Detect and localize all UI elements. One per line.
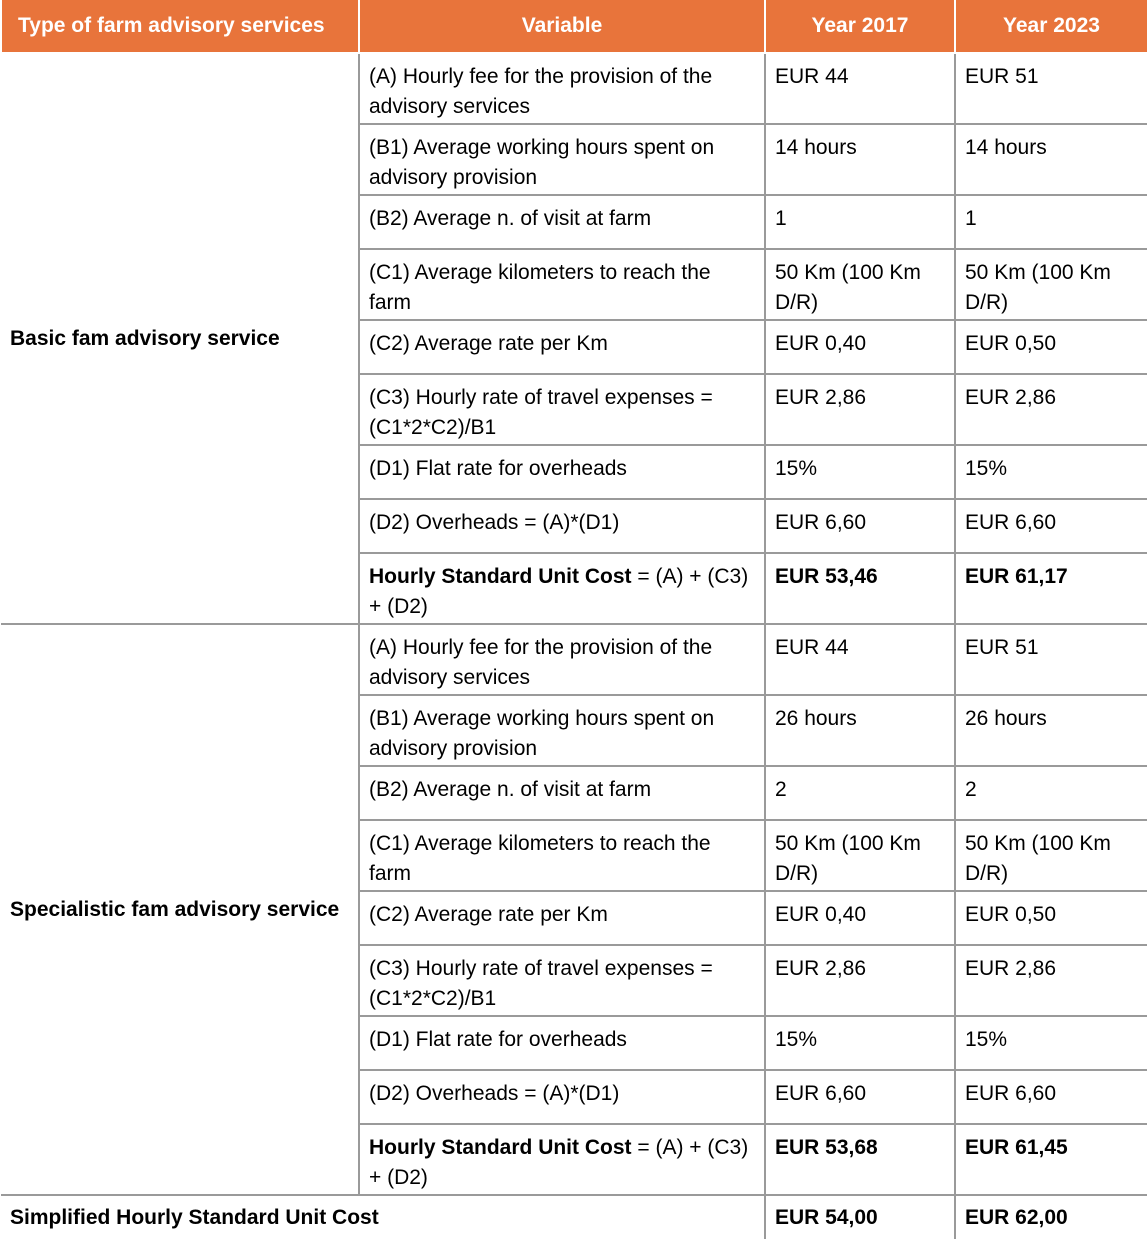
value-2023-cell: EUR 2,86: [955, 374, 1147, 445]
value-2023-cell: 2: [955, 766, 1147, 820]
value-2023-cell: 14 hours: [955, 124, 1147, 195]
value-2023-cell: 26 hours: [955, 695, 1147, 766]
unit-cost-label: Hourly Standard Unit Cost: [369, 565, 632, 588]
variable-cell: [359, 1124, 765, 1195]
value-2017-cell: EUR 2,86: [765, 374, 955, 445]
value-2017-cell: 15%: [765, 445, 955, 499]
value-2017-cell: EUR 53,46: [765, 553, 955, 624]
value-2023-cell: EUR 61,17: [955, 553, 1147, 624]
value-2023-cell: 50 Km (100 Km D/R): [955, 249, 1147, 320]
variable-cell: (B2) Average n. of visit at farm: [359, 195, 765, 249]
value-2017-cell: EUR 0,40: [765, 891, 955, 945]
unit-cost-formula: = (A) + (C3) + (D2): [369, 565, 749, 618]
group-label-basic: Basic fam advisory service: [1, 53, 359, 624]
variable-cell: (D1) Flat rate for overheads: [359, 445, 765, 499]
value-2017-cell: EUR 53,68: [765, 1124, 955, 1195]
value-2023-cell: EUR 51: [955, 53, 1147, 124]
final-label: Simplified Hourly Standard Unit Cost: [1, 1195, 765, 1239]
variable-cell: (A) Hourly fee for the provision of the advisory services: [359, 624, 765, 695]
header-row: [1, 0, 1147, 53]
variable-cell: (D2) Overheads = (A)*(D1): [359, 1070, 765, 1124]
value-2023-cell: EUR 61,45: [955, 1124, 1147, 1195]
value-2023-cell: 15%: [955, 1016, 1147, 1070]
group-label-specialistic: Specialistic fam advisory service: [1, 624, 359, 1195]
value-2023-cell: EUR 6,60: [955, 499, 1147, 553]
value-2017-cell: EUR 6,60: [765, 499, 955, 553]
variable-cell: (C3) Hourly rate of travel expenses = (C1*2*C2)/B1: [359, 374, 765, 445]
value-2017-cell: 2: [765, 766, 955, 820]
unit-cost-label: Hourly Standard Unit Cost: [369, 1136, 632, 1159]
value-2017-cell: 15%: [765, 1016, 955, 1070]
final-row: [1, 1195, 1147, 1239]
value-2017-cell: 26 hours: [765, 695, 955, 766]
value-2017-cell: EUR 44: [765, 53, 955, 124]
table-row: [1, 624, 1147, 695]
variable-cell: (D1) Flat rate for overheads: [359, 1016, 765, 1070]
header-type: Type of farm advisory services: [1, 0, 359, 53]
variable-cell: [359, 553, 765, 624]
value-2023-cell: EUR 2,86: [955, 945, 1147, 1016]
header-year-2023: Year 2023: [955, 0, 1147, 53]
value-2023-cell: 1: [955, 195, 1147, 249]
table-row: [1, 53, 1147, 124]
variable-cell: (A) Hourly fee for the provision of the advisory services: [359, 53, 765, 124]
value-2017-cell: EUR 0,40: [765, 320, 955, 374]
variable-cell: (C1) Average kilometers to reach the farm: [359, 249, 765, 320]
value-2023-cell: 15%: [955, 445, 1147, 499]
final-value-2023: EUR 62,00: [955, 1195, 1147, 1239]
value-2017-cell: EUR 6,60: [765, 1070, 955, 1124]
value-2017-cell: 50 Km (100 Km D/R): [765, 820, 955, 891]
value-2017-cell: EUR 2,86: [765, 945, 955, 1016]
variable-cell: (B1) Average working hours spent on advisory provision: [359, 695, 765, 766]
variable-cell: (D2) Overheads = (A)*(D1): [359, 499, 765, 553]
unit-cost-formula: = (A) + (C3) + (D2): [369, 1136, 749, 1189]
value-2017-cell: EUR 44: [765, 624, 955, 695]
value-2023-cell: EUR 6,60: [955, 1070, 1147, 1124]
header-year-2017: Year 2017: [765, 0, 955, 53]
variable-cell: (C2) Average rate per Km: [359, 320, 765, 374]
value-2023-cell: 50 Km (100 Km D/R): [955, 820, 1147, 891]
variable-cell: (B1) Average working hours spent on advisory provision: [359, 124, 765, 195]
final-value-2017: EUR 54,00: [765, 1195, 955, 1239]
value-2023-cell: EUR 0,50: [955, 320, 1147, 374]
header-variable: Variable: [359, 0, 765, 53]
value-2023-cell: EUR 51: [955, 624, 1147, 695]
variable-cell: (C1) Average kilometers to reach the farm: [359, 820, 765, 891]
variable-cell: (C3) Hourly rate of travel expenses = (C1*2*C2)/B1: [359, 945, 765, 1016]
value-2017-cell: 50 Km (100 Km D/R): [765, 249, 955, 320]
value-2017-cell: 1: [765, 195, 955, 249]
variable-cell: (C2) Average rate per Km: [359, 891, 765, 945]
variable-cell: (B2) Average n. of visit at farm: [359, 766, 765, 820]
value-2023-cell: EUR 0,50: [955, 891, 1147, 945]
value-2017-cell: 14 hours: [765, 124, 955, 195]
